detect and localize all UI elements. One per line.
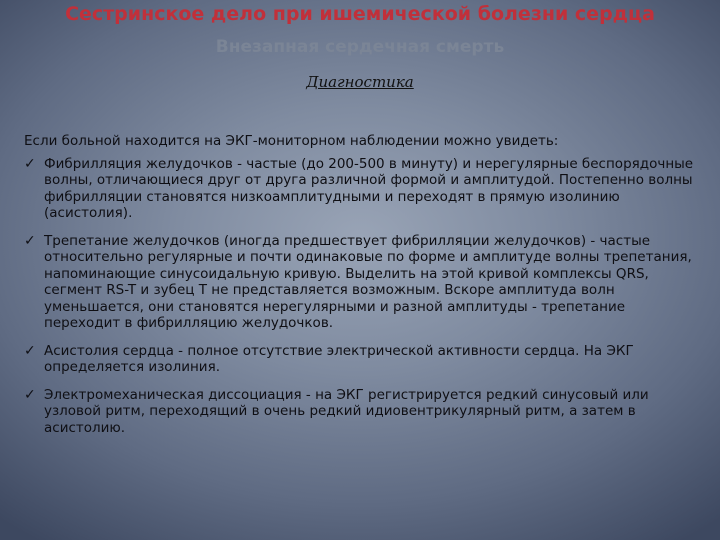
bullet-text: Фибрилляция желудочков - частые (до 200-500 в минуту) и нерегулярные беспорядочные волны, отличающиеся друг от друга различной формой и амплитудой. Постепенно волны фибрилляции становятся низкоамплитудными и переходят в прямую изолинию (асистолия). <box>44 155 694 221</box>
bullet-item-electromechanical-dissociation <box>24 387 704 437</box>
bullet-text: Асистолия сердца - полное отсутствие электрической активности сердца. На ЭКГ определяется изолиния. <box>44 342 634 375</box>
check-mark-icon: ✓ <box>24 342 36 359</box>
bullet-item-ventricular-flutter <box>24 233 704 332</box>
section-heading: Диагностика <box>306 73 414 91</box>
check-mark-icon: ✓ <box>24 232 36 249</box>
slide-body <box>24 133 704 447</box>
intro-text: Если больной находится на ЭКГ-мониторном наблюдении можно увидеть: <box>24 133 559 149</box>
slide-title: Сестринское дело при ишемической болезни сердца <box>65 3 655 25</box>
bullet-item-asystole <box>24 343 704 376</box>
slide-subtitle: Внезапная сердечная смерть <box>215 37 505 57</box>
bullet-text: Электромеханическая диссоциация - на ЭКГ регистрируется редкий синусовый или узловой ритм, переходящий в очень редкий идиовентрикулярный ритм, а затем в асистолию. <box>44 386 649 436</box>
bullet-item-ventricular-fibrillation <box>24 156 704 222</box>
bullet-text: Трепетание желудочков (иногда предшествует фибрилляции желудочков) - частые относительно регулярные и почти одинаковые по форме и амплитуде волны трепетания, напоминающие синусоидальную кривую. Выделить на этой кривой комплексы QRS, сегмент RS-T и зубец T не представляется возможным. Вскоре амплитуда волн уменьшается, они становятся нерегулярными и разной амплитуды - трепетание переходит в фибрилляцию желудочков. <box>44 232 692 331</box>
check-mark-icon: ✓ <box>24 386 36 403</box>
check-mark-icon: ✓ <box>24 155 36 172</box>
